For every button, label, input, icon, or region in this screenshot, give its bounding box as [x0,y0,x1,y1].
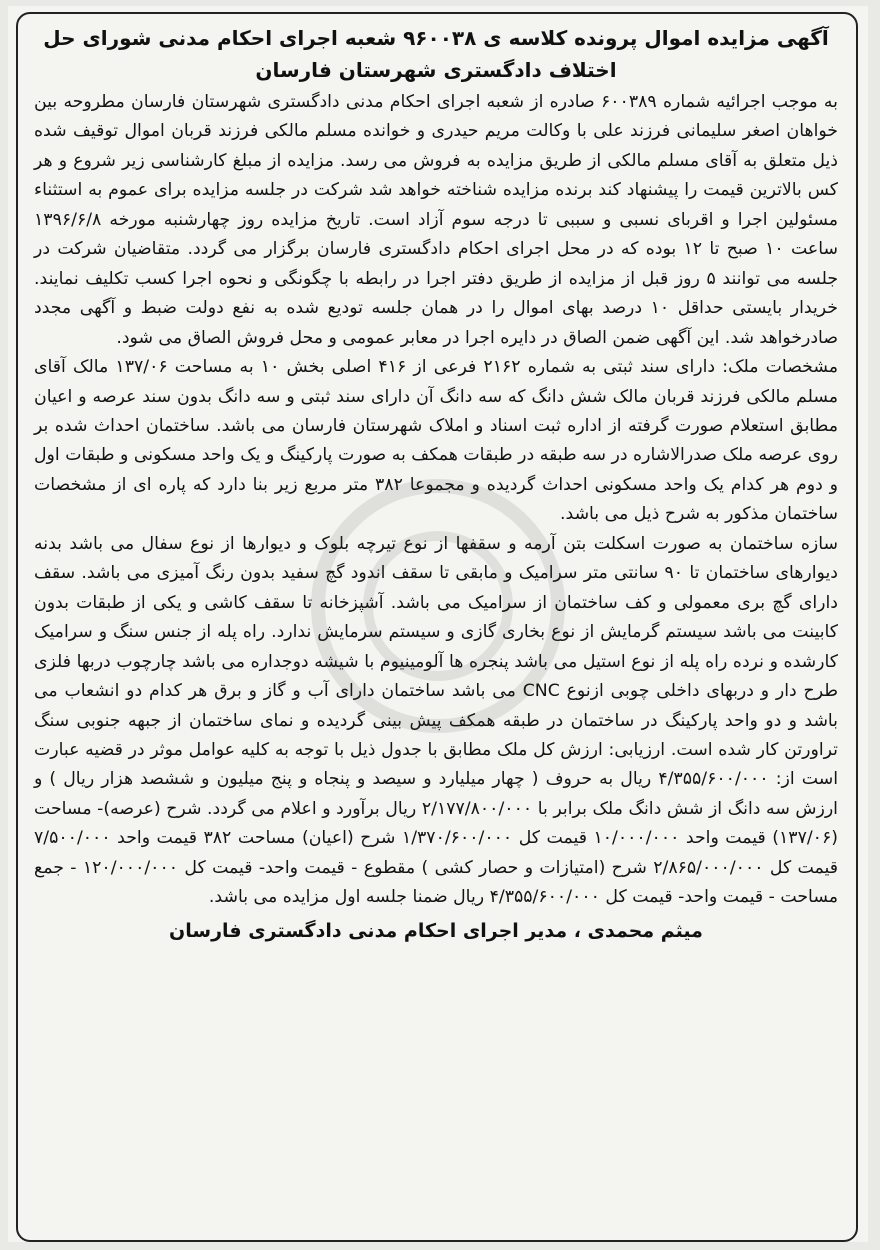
notice-box [16,12,858,1242]
notice-paragraph-property: مشخصات ملک: دارای سند ثبتی به شماره ۲۱۶۲ فرعی از ۴۱۶ اصلی بخش ۱۰ به مساحت ۱۳۷/۰۶ مالک آقای مسلم مالکی فرزند قربان مالک شش دانگ که سه دانگ آن دارای سند ثبتی و سه دانگ بدون سند عرصه و اعیان مطابق استعلام صورت گرفته از اداره ثبت اسناد و املاک شهرستان فارسان می باشد. ساختمان احداث شده بر روی عرصه ملک صدرالاشاره در سه طبقه در طبقات همکف به صورت پارکینگ و یک واحد مسکونی و طبقات اول و دوم هر کدام یک واحد مسکونی احداث گردیده و مجموعا ۳۸۲ متر مربع زیر بنا دارد که پاره ای از مشخصات ساختمان مذکور به شرح ذیل می باشد. [34,357,839,525]
notice-paragraph-intro: به موجب اجرائیه شماره ۶۰۰۳۸۹ صادره از شعبه اجرای احکام مدنی دادگستری شهرستان فارسان مطروحه بین خواهان اصغر سلیمانی فرزند علی با وکالت مریم حیدری و خوانده مسلم مالکی فرزند قربان اموال توقیف شده ذیل متعلق به آقای مسلم مالکی از طریق مزایده به فروش می رسد. مزایده از مبلغ کارشناسی زیر شروع و هر کس بالاترین قیمت را پیشنهاد کند برنده مزایده شناخته خواهد شد شرکت در جلسه مزایده برای عموم به استثناء مسئولین اجرا و اقربای نسبی و سببی تا درجه سوم آزاد است. تاریخ مزایده روز چهارشنبه مورخه ۱۳۹۶/۶/۸ ساعت ۱۰ صبح تا ۱۲ بوده که در محل اجرای احکام دادگستری فارسان برگزار می گردد. متقاضیان شرکت در جلسه می توانند ۵ روز قبل از مزایده از طریق دفتر اجرا در رابطه با چگونگی و نحوه اجرا کسب تکلیف نمایند. خریدار بایستی حداقل ۱۰ درصد بهای اموال را در همان جلسه تودیع شده به نفع دولت ضبط و آگهی مجدد صادرخواهد شد. این آگهی ضمن الصاق در دایره اجرا در معابر عمومی و محل فروش الصاق می شود. [34,92,838,348]
notice-body [34,88,838,913]
newspaper-clipping [8,6,868,1242]
notice-title: آگهی مزایده اموال پرونده کلاسه ی ۹۶۰۰۳۸ شعبه اجرای احکام مدنی شورای حل اختلاف دادگستری شهرستان فارسان [43,26,829,82]
notice-signature: میثم محمدی ، مدیر اجرای احکام مدنی دادگستری فارسان [169,919,703,942]
notice-paragraph-structure: سازه ساختمان به صورت اسکلت بتن آرمه و سقفها از نوع تیرچه بلوک و دیوارها از نوع سفال می باشد بدنه دیوارهای ساختمان تا ۹۰ سانتی متر سرامیک و مابقی تا سقف اندود گچ سفید بدون رنگ آمیزی می باشد. سقف دارای گچ بری معمولی و کف ساختمان از سرامیک می باشد. آشپزخانه تا سقف کاشی و یکی از طبقات بدون کابینت می باشد سیستم گرمایش از نوع بخاری گازی و سیستم سرمایش ندارد. راه پله از جنس سنگ و سرامیک کارشده و نرده راه پله از نوع استیل می باشد پنجره ها آلومینیوم با شیشه دوجداره می باشد چارچوب دربها فلزی طرح دار و دربهای داخلی چوبی ازنوع CNC می باشد ساختمان دارای آب و گاز و برق هر کدام دو انشعاب می باشد و دو واحد پارکینگ در ساختمان در طبقه همکف پیش بینی گردیده و نمای ساختمان از جبهه جنوبی سنگ تراورتن کار شده است. ارزیابی: ارزش کل ملک مطابق با جدول ذیل با توجه به کلیه عوامل موثر در قضیه عبارت است از: ۴/۳۵۵/۶۰۰/۰۰۰ ریال به حروف ( چهار میلیارد و سیصد و پنجاه و پنج میلیون و ششصد هزار ریال ) و ارزش سه دانگ از شش دانگ ملک برابر با ۲/۱۷۷/۸۰۰/۰۰۰ ریال برآورد و اعلام می گردد. شرح (عرصه)- مساحت (۱۳۷/۰۶) قیمت واحد ۱۰/۰۰۰/۰۰۰ قیمت کل ۱/۳۷۰/۶۰۰/۰۰۰ شرح (اعیان) مساحت ۳۸۲ قیمت واحد ۷/۵۰۰/۰۰۰ قیمت کل ۲/۸۶۵/۰۰۰/۰۰۰ شرح (امتیازات و حصار کشی ) مقطوع - قیمت واحد- قیمت کل ۱۲۰/۰۰۰/۰۰۰ - جمع مساحت - قیمت واحد- قیمت کل ۴/۳۵۵/۶۰۰/۰۰۰ ریال ضمنا جلسه اول مزایده می باشد. [34,533,838,908]
